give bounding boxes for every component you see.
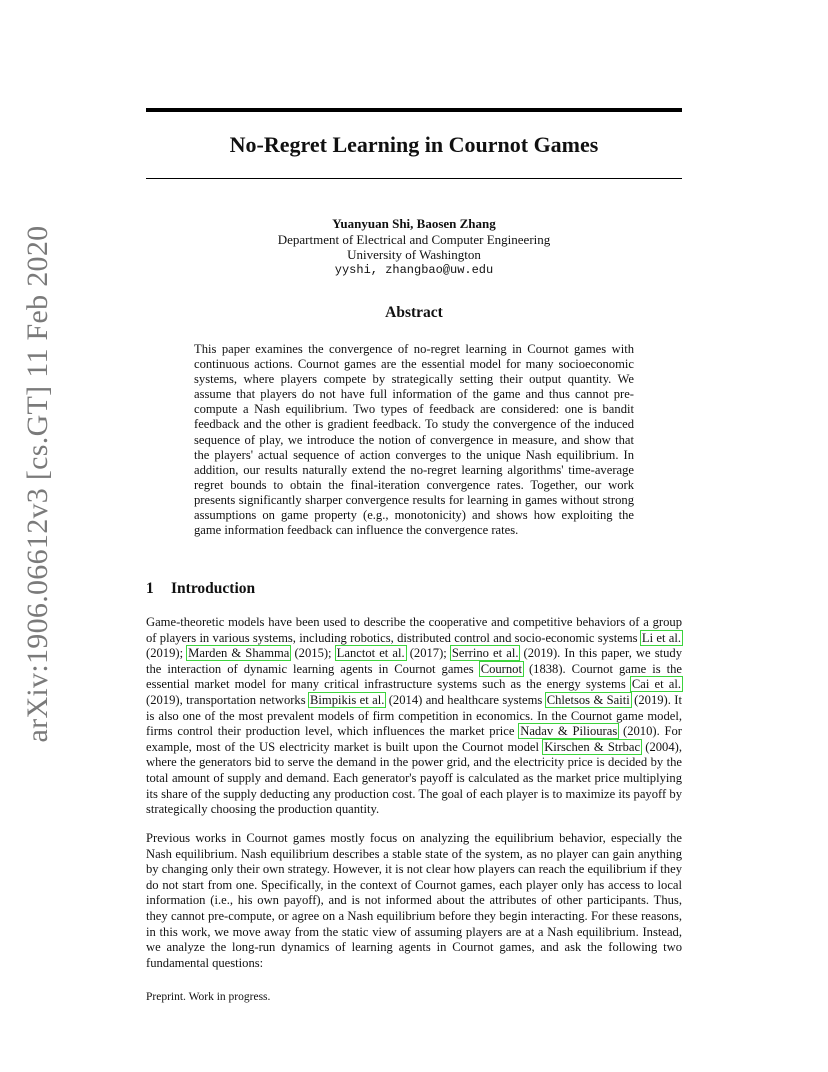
author-names: Yuanyuan Shi, Baosen Zhang [332, 216, 496, 231]
section-heading-introduction [146, 580, 255, 598]
intro-paragraph-1 [146, 615, 682, 818]
title-bottom-rule [146, 178, 682, 179]
paragraph-text: (2019); [146, 646, 188, 661]
paragraph-text: (2019). It is also one of the most prevalent models of firm competition in economics. In the Cournot game model, firms control their production level, which influences the market price [146, 692, 682, 739]
citation-link[interactable]: Lanctot et al. [336, 646, 405, 661]
author-email: yyshi, zhangbao@uw.edu [334, 262, 494, 277]
paragraph-text: (2019), transportation networks [146, 692, 310, 707]
author-university: University of Washington [347, 247, 481, 262]
citation-link[interactable]: Bimpikis et al. [310, 692, 385, 707]
arxiv-identifier-text: arXiv:1906.06612v3 [cs.GT] 11 Feb 2020 [21, 225, 54, 743]
citation-link[interactable]: Serrino et al. [451, 646, 519, 661]
paragraph-text: Game-theoretic models have been used to describe the cooperative and competitive behaviors of a group of players in various systems, including robotics, distributed control and socio-economic systems [146, 615, 682, 645]
paragraph-text: (2015); [290, 646, 336, 661]
section-title: Introduction [171, 580, 256, 597]
paragraph-text: (1838). Cournot game is the essential market model for many critical infrastructure systems such as the energy systems [146, 661, 682, 692]
citation-link[interactable]: Cai et al. [631, 677, 681, 692]
citation-link[interactable]: Chletsos & Saiti [546, 692, 630, 707]
author-department: Department of Electrical and Computer Engineering [277, 231, 551, 247]
abstract-heading: Abstract [385, 304, 443, 321]
section-number: 1 [146, 580, 154, 597]
paper-title: No-Regret Learning in Cournot Games [229, 132, 599, 157]
paragraph-text: (2014) and healthcare systems [385, 692, 546, 707]
paragraph-text: (2004), where the generators bid to serve the demand in the power grid, and the electricity price is decided by the total amount of supply and demand. Each generator's payoff is calculated as the market price multiplying its share of the supply deducting any production cost. The goal of each player is to maximize its payoff by strategically choosing the production quantity. [146, 739, 682, 817]
citation-link[interactable]: Li et al. [641, 630, 681, 645]
citation-link[interactable]: Kirschen & Strbac [544, 739, 641, 754]
abstract-text: This paper examines the convergence of no-regret learning in Cournot games with continuous actions. Cournot games are the essential model for many socioeconomic systems, where players compete by strategically setting their output quantity. We assume that players do not have full information of the game and thus cannot pre-compute a Nash equilibrium. Two types of feedback are considered: one is bandit feedback and the other is gradient feedback. To study the convergence of the induced sequence of play, we introduce the notion of convergence in measure, and show that the players' actual sequence of action converges to the unique Nash equilibrium. In addition, our results naturally extend the no-regret learning algorithms' time-average regret bounds to obtain the final-iteration convergence rates. Together, our work presents significantly sharper convergence results for learning in games without strong assumptions on game property (e.g., monotonicity) and shows how exploiting the game information feedback can influence the convergence rates. [194, 342, 634, 538]
intro-paragraph-2: Previous works in Cournot games mostly focus on analyzing the equilibrium behavior, especially the Nash equilibrium. Nash equilibrium describes a stable state of the system, as no player can gain anything by changing only their own strategy. However, it is not clear how players can reach the equilibrium if they do not start from one. Specifically, in the context of Cournot games, each player only has access to local information (i.e., his own payoff), and is not informed about the attributes of other participants. Thus, they cannot pre-compute, or agree on a Nash equilibrium before they begin interacting. For these reasons, in this work, we move away from the static view of assuming players are at a Nash equilibrium. Instead, we analyze the long-run dynamics of learning agents in Cournot games, and ask the following two fundamental questions: [146, 831, 682, 970]
preprint-footer: Preprint. Work in progress. [146, 991, 271, 1003]
author-block [146, 216, 682, 278]
title-top-rule [146, 108, 682, 112]
paragraph-text: (2010). For example, most of the US electricity market is built upon the Cournot model [146, 724, 682, 754]
paragraph-text: (2017); [405, 646, 451, 661]
citation-link[interactable]: Nadav & Piliouras [520, 724, 618, 739]
citation-link[interactable]: Cournot [480, 661, 522, 676]
paragraph-text: (2019). In this paper, we study the interaction of dynamic learning agents in Cournot games [146, 646, 682, 676]
citation-link[interactable]: Marden & Shamma [188, 646, 290, 661]
